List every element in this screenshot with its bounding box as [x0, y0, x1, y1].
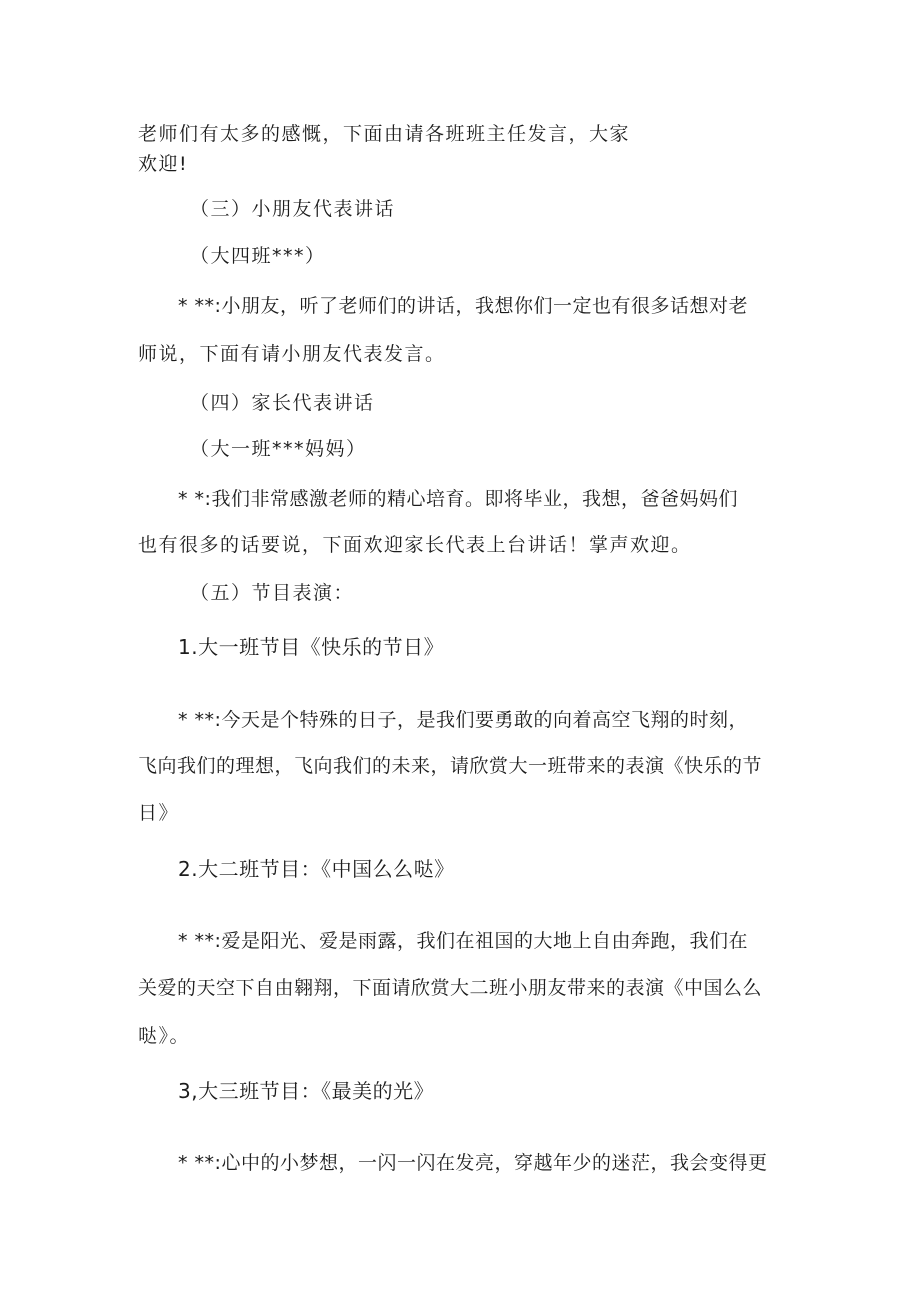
section-heading: （三）小朋友代表讲话 — [190, 198, 396, 220]
speaker-note: （大一班***妈妈） — [190, 438, 367, 460]
program-item: 1.大一班节目《快乐的节日》 — [178, 635, 445, 659]
text-line: 老师们有太多的感慨，下面由请各班班主任发言，大家 — [138, 123, 631, 145]
text-line: 日》 — [138, 802, 180, 824]
text-line: * **:小朋友，听了老师们的讲话，我想你们一定也有很多话想对老 — [178, 295, 748, 317]
text-line: 关爱的天空下自由翱翔，下面请欣赏大二班小朋友带来的表演《中国么么 — [138, 977, 763, 999]
text-line: 也有很多的话要说，下面欢迎家长代表上台讲话！掌声欢迎。 — [138, 534, 692, 556]
program-item: 3,大三班节目：《最美的光》 — [178, 1079, 435, 1103]
speaker-note: （大四班***） — [190, 245, 326, 267]
section-heading: （四）家长代表讲话 — [190, 392, 375, 414]
text-line: 师说，下面有请小朋友代表发言。 — [138, 343, 446, 365]
section-heading: （五）节目表演： — [190, 582, 355, 604]
text-line: 飞向我们的理想，飞向我们的未来，请欣赏大一班带来的表演《快乐的节 — [138, 755, 763, 777]
text-line: 哒》。 — [138, 1025, 191, 1047]
program-item: 2.大二班节目：《中国么么哒》 — [178, 857, 455, 881]
text-line: * **:今天是个特殊的日子，是我们要勇敢的向着高空飞翔的时刻， — [178, 709, 748, 731]
text-line: * **:爱是阳光、爱是雨露，我们在祖国的大地上自由奔跑，我们在 — [178, 930, 748, 952]
text-line: 欢迎! — [138, 153, 189, 175]
text-line: * **:心中的小梦想，一闪一闪在发亮，穿越年少的迷茫，我会变得更 — [178, 1152, 768, 1174]
text-line: * *:我们非常感激老师的精心培育。即将毕业，我想，爸爸妈妈们 — [178, 488, 738, 510]
